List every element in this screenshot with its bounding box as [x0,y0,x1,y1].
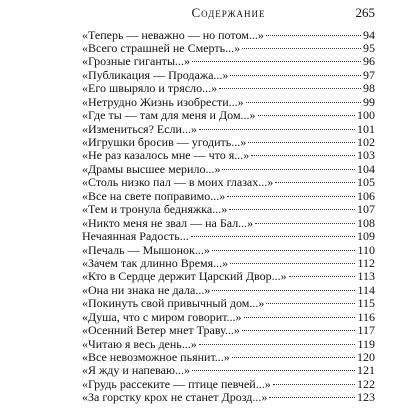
dot-leader [230,75,361,76]
toc-entry-page: 106 [357,188,375,203]
toc-entry-title: «Игрушки бросив — угодить...» [82,136,247,149]
toc-entry-title: «Его швыряло и трясло...» [82,82,218,96]
toc-entry-title: «Печаль — Мышонок...» [82,243,210,257]
toc-entry-page: 120 [357,350,375,364]
toc-entry-title: «Все невозможное пьянит...» [82,351,230,364]
toc-entry-page: 115 [357,296,375,311]
toc-entry-page: 101 [357,121,375,136]
toc-entry-page: 104 [357,161,375,176]
dot-leader [289,276,356,277]
toc-entry [82,42,375,55]
toc-entry-title: «Грудь рассеките — птице певчей...» [82,377,271,391]
running-head [82,5,375,23]
toc-entry-page: 114 [357,282,375,297]
toc-entry-page: 94 [363,27,375,42]
toc-entry-page: 98 [363,81,375,96]
toc-entry-title: «Зачем так длинно Время...» [82,256,229,270]
toc-entry [82,244,375,257]
toc-entry-title: «Осенний Ветер мнет Траву...» [82,324,240,338]
dot-leader [199,344,356,345]
toc-entry-title: «Измениться? Если...» [82,122,197,136]
dot-leader [212,250,356,251]
toc-entry-page: 107 [357,202,375,217]
dot-leader [219,88,361,89]
toc-entry [82,324,375,337]
toc-entry [82,149,375,162]
toc-entry-page: 117 [357,323,375,338]
dot-leader [266,303,355,304]
dot-leader [212,290,355,291]
toc-entry-page: 122 [357,376,375,391]
dot-leader [199,129,355,130]
dot-leader [242,330,356,331]
toc-entry-page: 110 [357,242,375,257]
toc-entry [82,257,375,270]
page-number: 265 [355,5,375,20]
toc-entry [82,284,375,297]
dot-leader [230,263,355,264]
toc-entry [82,190,375,203]
toc-entry [82,230,375,243]
toc-entry [82,136,375,149]
toc-entry-title: «За горстку крох не станет Дрозд...» [82,391,268,405]
dot-leader [191,236,355,237]
toc-entry [82,391,375,404]
dot-leader [227,196,355,197]
toc-entry-title: «Нетрудно Жизнь изобрести...» [82,95,244,109]
toc-entry-page: 102 [357,135,375,149]
toc-entry-title: «Читаю я весь день...» [82,337,197,351]
toc-entry [82,163,375,176]
toc-entry [82,217,375,230]
toc-entry-page: 99 [363,94,375,109]
toc-entry [82,109,375,122]
toc-entry [82,96,375,109]
toc-entry-page: 95 [363,40,375,55]
dot-leader [222,169,355,170]
toc-entry [82,338,375,351]
toc-entry-page: 109 [357,229,375,244]
toc-entry-title: Нечаянная Радость... [82,230,189,244]
toc-entry-title: «Тем и тронула бедняжка...» [82,203,228,217]
toc-entry-page: 116 [357,309,375,324]
dot-leader [246,102,361,103]
toc-entry [82,176,375,189]
toc-entry-page: 97 [363,67,375,82]
toc-entry-page: 103 [357,148,375,163]
toc-entry [82,82,375,95]
toc-entry [82,378,375,391]
toc-entry-title: «Душа, что с миром говорит...» [82,310,242,324]
toc-entry-title: «Столь низко пал — в моих глазах...» [82,176,274,190]
toc-entry-title: «Где ты — там для меня и Дом...» [82,109,256,123]
toc-entry-title: «Грозные гиганты...» [82,55,191,69]
table-of-contents [82,29,375,405]
toc-entry-page: 112 [357,255,375,270]
dot-leader [275,182,355,183]
toc-entry-title: «Она ни знака не дала...» [82,283,211,297]
toc-entry [82,297,375,310]
toc-entry-page: 121 [357,363,375,378]
toc-entry [82,69,375,82]
toc-entry [82,270,375,283]
toc-entry [82,351,375,364]
toc-entry [82,29,375,42]
toc-entry-page: 105 [357,175,375,190]
toc-entry-title: «Публикация — Продажа...» [82,68,229,82]
toc-entry-title: «Я жду и напеваю...» [82,364,190,378]
toc-entry-title: «Все на свете поправимо...» [82,189,226,203]
toc-entry-title: «Покинуть свой привычный дом...» [82,297,265,311]
dot-leader [192,370,355,371]
dot-leader [255,223,355,224]
dot-leader [242,48,361,49]
toc-entry-page: 119 [357,336,375,351]
dot-leader [273,384,355,385]
dot-leader [266,35,361,36]
toc-entry [82,123,375,136]
toc-entry-page: 113 [357,269,375,284]
dot-leader [258,115,355,116]
dot-leader [251,155,355,156]
toc-entry-page: 108 [357,215,375,230]
toc-entry-title: «Теперь — неважно — но потом...» [82,28,264,42]
toc-entry [82,55,375,68]
toc-entry-page: 100 [357,108,375,123]
toc-entry-title: «Всего страшней не Смерть...» [82,41,241,55]
toc-entry [82,203,375,216]
dot-leader [269,397,355,398]
toc-entry-title: «Драмы высшее мерило...» [82,162,221,176]
toc-entry-title: «Никто меня не звал — на Бал...» [82,216,254,230]
dot-leader [232,357,355,358]
toc-entry-title: «Кто в Сердце держит Царский Двор...» [82,270,287,284]
toc-entry [82,364,375,377]
running-title: Содержание [191,5,266,20]
dot-leader [248,142,355,143]
toc-entry-page: 96 [363,54,375,69]
toc-entry-title: «Не раз казалось мне — что я...» [82,149,250,163]
toc-entry-page: 123 [357,390,375,405]
dot-leader [229,209,355,210]
dot-leader [244,317,356,318]
toc-entry [82,311,375,324]
dot-leader [192,61,361,62]
